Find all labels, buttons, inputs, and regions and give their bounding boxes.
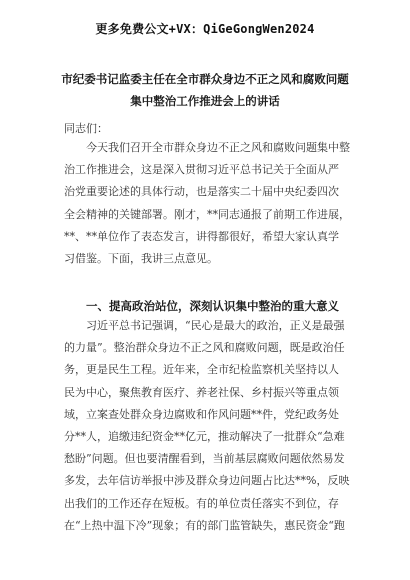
document-title-line-2: 集中整治工作推进会上的讲话 <box>130 94 280 108</box>
paragraph-intro <box>64 137 364 270</box>
paragraph-line: 治党重要论述的具体行动，也是落实二十届中央纪委四次 <box>64 185 339 199</box>
paragraph-line: 习近平总书记强调，“民心是最大的政治，正义是最强 <box>86 319 345 332</box>
paragraph-line: 民为中心，聚焦教育医疗、养老社保、乡村振兴等重点领 <box>64 385 339 399</box>
paragraph-line: 全会精神的关键部署。刚才，**同志通报了前期工作进展， <box>64 207 350 221</box>
section-heading-1: 一、提高政治站位，深刻认识集中整治的重大意义 <box>86 299 339 313</box>
paragraph-line: 分**人，追缴违纪资金**亿元，推动解决了一批群众“急难 <box>64 430 345 444</box>
paragraph-line: 出我们的工作还存在短板。有的单位责任落实不到位，存 <box>64 496 339 510</box>
promo-banner: 更多免费公文+VX：QiGeGongWen2024 <box>95 22 315 36</box>
salutation: 同志们： <box>64 122 108 135</box>
paragraph-line: 治工作推进会，这是深入贯彻习近平总书记关于全面从严 <box>64 163 339 177</box>
paragraph-line: 多发，去年信访举报中涉及群众身边问题占比达**%，反映 <box>64 474 350 488</box>
paragraph-line: 愁盼”问题。但也要清醒看到，当前基层腐败问题依然易发 <box>64 452 345 466</box>
paragraph-line: 务，更是民生工程。近年来，全市纪检监察机关坚持以人 <box>64 363 339 377</box>
paragraph-line: 的力量”。整治群众身边不正之风和腐败问题，既是政治任 <box>64 341 345 355</box>
paragraph-line: 域，立案查处群众身边腐败和作风问题**件，党纪政务处 <box>64 407 339 421</box>
paragraph-line: 今天我们召开全市群众身边不正之风和腐败问题集中整 <box>86 141 350 154</box>
paragraph-line: 习借鉴。下面，我讲三点意见。 <box>64 252 218 266</box>
paragraph-line: 在“上热中温下冷”现象；有的部门监管缺失，惠民资金“跑 <box>64 518 345 532</box>
paragraph-section-1 <box>64 315 364 537</box>
document-title-line-1: 市纪委书记监委主任在全市群众身边不正之风和腐败问题 <box>61 72 349 86</box>
paragraph-line: **、**单位作了表态发言，讲得都很好，希望大家认真学 <box>64 229 339 243</box>
